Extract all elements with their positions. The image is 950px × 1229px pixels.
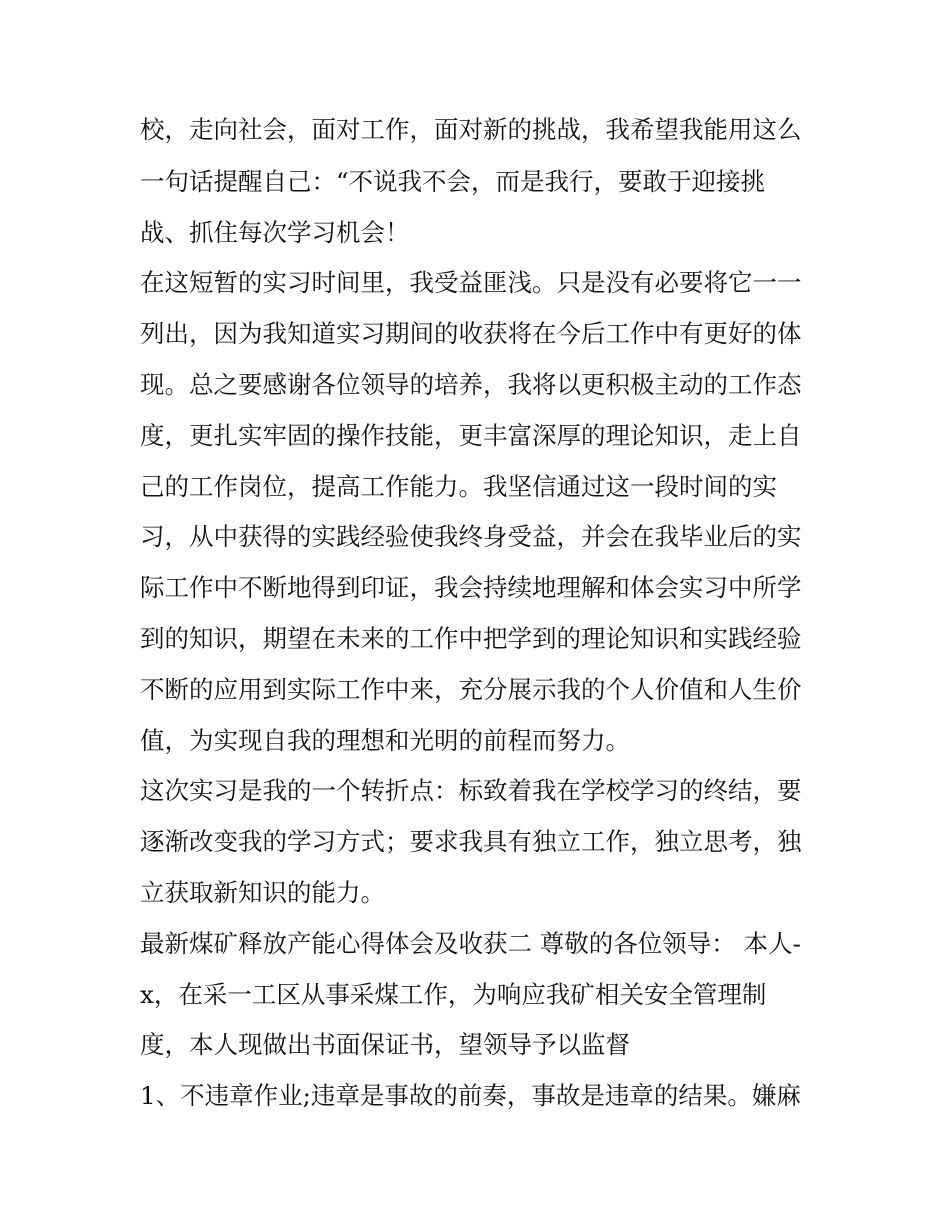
text-line-6: 现。总之要感谢各位领导的培养，我将以更积极主动的工作态	[140, 370, 802, 399]
text-line-2: 一句话提醒自己：“不说我不会，而是我行，要敢于迎接挑	[140, 167, 766, 196]
text-line-13: 值，为实现自我的理想和光明的前程而努力。	[140, 726, 630, 755]
text-line-15: 逐渐改变我的学习方式；要求我具有独立工作，独立思考，独	[140, 827, 802, 856]
text-line-7: 度，更扎实牢固的操作技能，更丰富深厚的理论知识，走上自	[140, 421, 802, 450]
text-line-19: 度，本人现做出书面保证书，望领导予以监督	[140, 1030, 630, 1059]
text-line-12: 不断的应用到实际工作中来，充分展示我的个人价值和人生价	[140, 675, 802, 704]
text-line-10: 际工作中不断地得到印证，我会持续地理解和体会实习中所学	[140, 573, 802, 602]
text-line-18: x，在采一工区从事采煤工作，为响应我矿相关安全管理制	[140, 980, 767, 1009]
text-line-20: 1、不违章作业;违章是事故的前奏，事故是违章的结果。嫌麻	[140, 1081, 801, 1110]
text-line-11: 到的知识，期望在未来的工作中把学到的理论知识和实践经验	[140, 624, 802, 653]
text-line-4: 在这短暂的实习时间里，我受益匪浅。只是没有必要将它一一	[140, 268, 802, 297]
text-line-1: 校，走向社会，面对工作，面对新的挑战，我希望我能用这么	[140, 115, 802, 144]
text-line-17: 最新煤矿释放产能心得体会及收获二 尊敬的各位领导： 本人-	[140, 929, 801, 958]
text-line-8: 己的工作岗位，提高工作能力。我坚信通过这一段时间的实	[140, 472, 777, 501]
text-line-14: 这次实习是我的一个转折点：标致着我在学校学习的终结，要	[140, 776, 802, 805]
text-line-16: 立获取新知识的能力。	[140, 878, 385, 907]
text-line-9: 习，从中获得的实践经验使我终身受益，并会在我毕业后的实	[140, 522, 802, 551]
text-line-3: 战、抓住每次学习机会！	[140, 218, 410, 247]
text-line-5: 列出，因为我知道实习期间的收获将在今后工作中有更好的体	[140, 319, 802, 348]
